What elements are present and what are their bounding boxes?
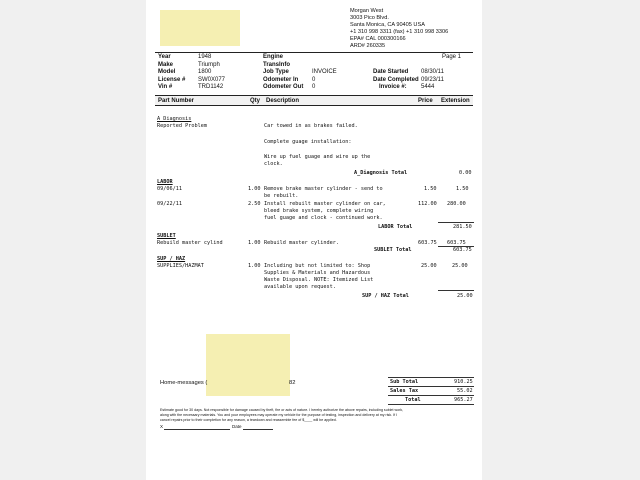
invoice-labels [373, 69, 419, 92]
totals-rule-3 [388, 395, 474, 396]
labor-row-1-date: 09/06/11 [157, 186, 182, 192]
labor-row-2-ext: 280.00 [447, 201, 466, 207]
labor-subtotal-rule [438, 222, 474, 223]
sales-tax-value: 55.02 [457, 388, 473, 394]
year-label: Year [158, 54, 171, 60]
diagnosis-heading: A_Diagnosis [157, 116, 192, 122]
diagnosis-total: 0.00 [459, 170, 472, 176]
transinfo-value [312, 62, 337, 70]
home-messages-label: Home-messages ( [160, 380, 208, 386]
date-completed-label: Date Completed [373, 76, 419, 83]
sublet-total-label: SUBLET Total [374, 247, 412, 253]
invoice-number-label: Invoice #: [379, 84, 407, 91]
shop-address [350, 8, 448, 50]
vehicle-values [198, 54, 225, 92]
sup-desc-1: Including but not limited to: Shop [264, 263, 371, 269]
diagnosis-line-3: Wire up fuel guage and wire up the [264, 154, 371, 160]
page-number: Page 1 [442, 54, 462, 60]
vin-label: Vin # [158, 84, 173, 91]
sticky-note-top [160, 10, 240, 46]
diagnosis-line-4: clock. [264, 161, 283, 167]
col-extension: Extension [441, 97, 470, 104]
col-description: Description [266, 97, 300, 104]
sublet-desc: Rebuild master cylinder. [264, 240, 339, 246]
home-messages-suffix: 82 [289, 380, 296, 386]
vin-value: TRD1142 [198, 84, 224, 91]
labor-row-1-ext: 1.50 [456, 186, 469, 192]
invoice-number-value: 5444 [421, 84, 435, 91]
shop-name: Morgan West [350, 8, 384, 14]
job-labels [263, 54, 303, 92]
invoice-values [421, 69, 444, 92]
sublet-ext: 603.75 [447, 240, 466, 246]
subtotal-label: Sub Total [390, 379, 419, 385]
license-label: License # [158, 76, 186, 83]
sup-price: 25.00 [421, 263, 437, 269]
sublet-part: Rebuild master cylind [157, 240, 223, 246]
diagnosis-total-label: A_Diagnosis Total [354, 170, 408, 176]
disclaimer-line-2: along with the necessary materials. You and your employees may operate my vehicle for the purpose of testing, inspection and delivery at my risk. If I [160, 413, 398, 417]
jobtype-label: Job Type [263, 69, 289, 76]
sup-heading: SUP / HAZ [157, 256, 186, 262]
signature-x: X [160, 424, 164, 429]
labor-row-2-price: 112.00 [418, 201, 437, 207]
col-price: Price [418, 97, 433, 104]
total-value: 965.27 [454, 397, 473, 403]
odo-in-label: Odometer In [263, 76, 299, 83]
date-completed-value: 09/23/11 [421, 76, 444, 83]
sales-tax-label: Sales Tax [390, 388, 419, 394]
jobtype-value: INVOICE [312, 69, 337, 76]
subtotal-value: 910.25 [454, 379, 473, 385]
date-started-value: 08/30/11 [421, 69, 444, 75]
diagnosis-line-1: Car towed in as brakes failed. [264, 123, 358, 129]
disclaimer [160, 408, 403, 423]
shop-city: Santa Monica, CA 90405 USA [350, 22, 425, 28]
engine-value [312, 54, 337, 62]
job-values [312, 54, 337, 92]
sublet-price: 603.75 [418, 240, 437, 246]
model-value: 1800 [198, 69, 212, 76]
odo-out-label: Odometer Out [263, 84, 304, 91]
labor-row-2-desc-1: Install rebuilt master cylinder on car, [264, 201, 386, 207]
date-label: Date [232, 424, 242, 429]
totals-bottom-rule [388, 404, 474, 405]
labor-heading: LABOR [157, 179, 173, 185]
labor-row-2-qty: 2.50 [248, 201, 261, 207]
sup-total-label: SUP / HAZ Total [362, 293, 409, 299]
labor-row-1-price: 1.50 [424, 186, 437, 192]
odo-out-value: 0 [312, 84, 316, 91]
labor-row-2-desc-3: fuel guage and clock - continued work. [264, 215, 383, 221]
labor-total-label: LABOR Total [378, 224, 413, 230]
odo-in-value: 0 [312, 76, 316, 83]
labor-row-2-date: 09/22/11 [157, 201, 182, 207]
disclaimer-line-1: Estimate good for 30 days. Not responsible for damage caused by theft, fire or acts of nature. I hereby authorize the above repairs, including sublet work, [160, 408, 404, 412]
shop-epa: EPA# CAL 000300166 [350, 36, 406, 42]
labor-total: 281.50 [453, 224, 472, 230]
make-label: Make [158, 61, 174, 68]
signature-line [164, 429, 230, 430]
date-started-label: Date Started [373, 69, 409, 75]
totals-rule-2 [388, 386, 474, 387]
col-qty: Qty [250, 97, 261, 104]
year-value: 1948 [198, 54, 212, 60]
sup-desc-3: Waste Disposal. NOTE: Itemized List [264, 277, 374, 283]
sup-subtotal-rule [438, 290, 474, 291]
diagnosis-line-2: Complete guage installation: [264, 139, 352, 145]
diagnosis-label: Reported Problem [157, 123, 207, 129]
disclaimer-line-3: cancel repairs prior to their completion for any reason, a teardown and reassemble fee of $____ will be applied. [160, 418, 337, 422]
sup-desc-4: available upon request. [264, 284, 336, 290]
labor-row-1-desc-1: Remove brake master cylinder - send to [264, 186, 383, 192]
sup-total: 25.00 [457, 293, 473, 299]
col-part-number: Part Number [158, 97, 195, 104]
labor-row-1-qty: 1.00 [248, 186, 261, 192]
totals-top-rule [388, 377, 474, 378]
sticky-note-bottom [206, 334, 290, 396]
sublet-total: 603.75 [453, 247, 472, 253]
engine-label: Engine [263, 54, 284, 60]
labor-row-2-desc-2: bleed brake system, complete wiring [264, 208, 374, 214]
transinfo-label: TransInfo [263, 61, 291, 68]
sublet-heading: SUBLET [157, 233, 176, 239]
license-value: SW0X077 [198, 76, 226, 83]
sup-part: SUPPLIES/HAZMAT [157, 263, 204, 269]
sup-desc-2: Supplies & Materials and Hazardous [264, 270, 371, 276]
make-value: Triumph [198, 61, 220, 68]
model-label: Model [158, 69, 176, 76]
sup-qty: 1.00 [248, 263, 261, 269]
sublet-qty: 1.00 [248, 240, 261, 246]
total-label: Total [405, 397, 421, 403]
vehicle-labels [158, 54, 185, 92]
sup-ext: 25.00 [452, 263, 468, 269]
date-line [243, 429, 273, 430]
shop-phone: +1 310 998 3311 (fax) +1 310 998 3306 [350, 29, 449, 35]
labor-row-1-desc-2: be rebuilt. [264, 193, 299, 199]
shop-street: 3003 Pico Blvd. [350, 15, 389, 21]
shop-ard: ARD# 260335 [350, 43, 386, 49]
